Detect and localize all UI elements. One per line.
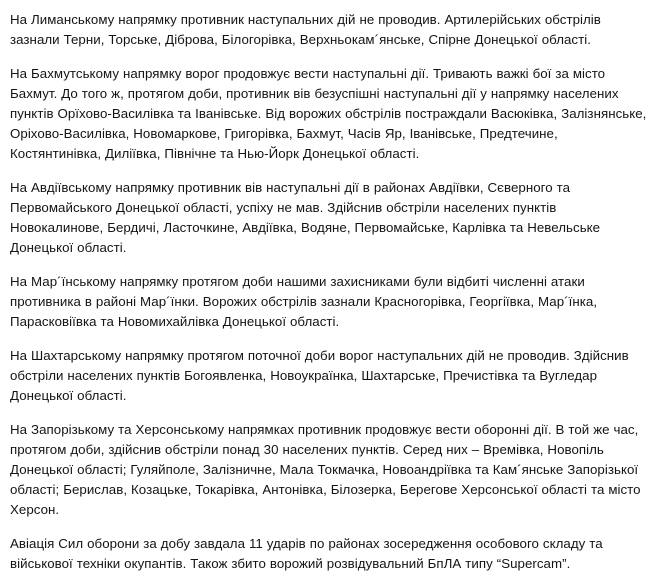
paragraph-marinka: На Мар´їнському напрямку протягом доби нашими захисниками були відбиті численні атаки противника в районі Мар´їнки. Ворожих обстрілів зазнали Красногорівка, Георгіївка, Мар´їнка, Парасковіївка та Новомихайлівка Донецької області. xyxy=(10,274,598,329)
paragraph-aviation: Авіація Сил оборони за добу завдала 11 ударів по районах зосередження особового складу та військової техніки окупантів. Також збито ворожий розвідувальний БпЛА типу “Supercam”. xyxy=(10,536,603,571)
paragraph-avdiivka: На Авдіївському напрямку противник вів наступальні дії в районах Авдіївки, Сєверного та Первомайського Донецької області, успіху не мав. Здійснив обстріли населених пунктів Новокалинове, Бердичі, Ласточкине, Авдіївка, Водяне, Первомайське, Карлівка та Невельське Донецької області. xyxy=(10,180,601,255)
paragraph-bakhmut: На Бахмутському напрямку ворог продовжує вести наступальні дії. Тривають важкі бої за місто Бахмут. До того ж, протягом доби, противник вів безуспішні наступальні дії у напрямку населених пунктів Орїхово-Василівка та Іванівське. Від ворожих обстрілів постраждали Васюківка, Залізнянське, Оріхово-Василівка, Новомаркове, Григорівка, Бахмут, Часів Яр, Іванівське, Предтечине, Костянтинівка, Диліївка, Північне та Нью-Йорк Донецької області. xyxy=(10,66,647,161)
paragraph-liman: На Лиманському напрямку противник наступальних дій не проводив. Артилерійських обстрілів зазнали Терни, Торське, Діброва, Білогорівка, Верхньокам´янське, Спірне Донецької області. xyxy=(10,12,601,47)
paragraph-shakhtarske: На Шахтарському напрямку протягом поточної доби ворог наступальних дій не проводив. Здійснив обстріли населених пунктів Богоявленка, Новоукраїнка, Шахтарське, Пречистівка та Вугледар Донецької області. xyxy=(10,348,629,403)
paragraph-zaporizhzhia-kherson: На Запорізькому та Херсонському напрямках противник продовжує вести оборонні дії. В той же час, протягом доби, здійснив обстріли понад 30 населених пунктів. Серед них – Времівка, Новопіль Донецької області; Гуляйполе, Залізничне, Мала Токмачка, Новоандріївка та Кам´янське Запорізької області; Берислав, Козацьке, Токарівка, Антонівка, Білозерка, Берегове Херсонської області та місто Херсон. xyxy=(10,422,641,517)
